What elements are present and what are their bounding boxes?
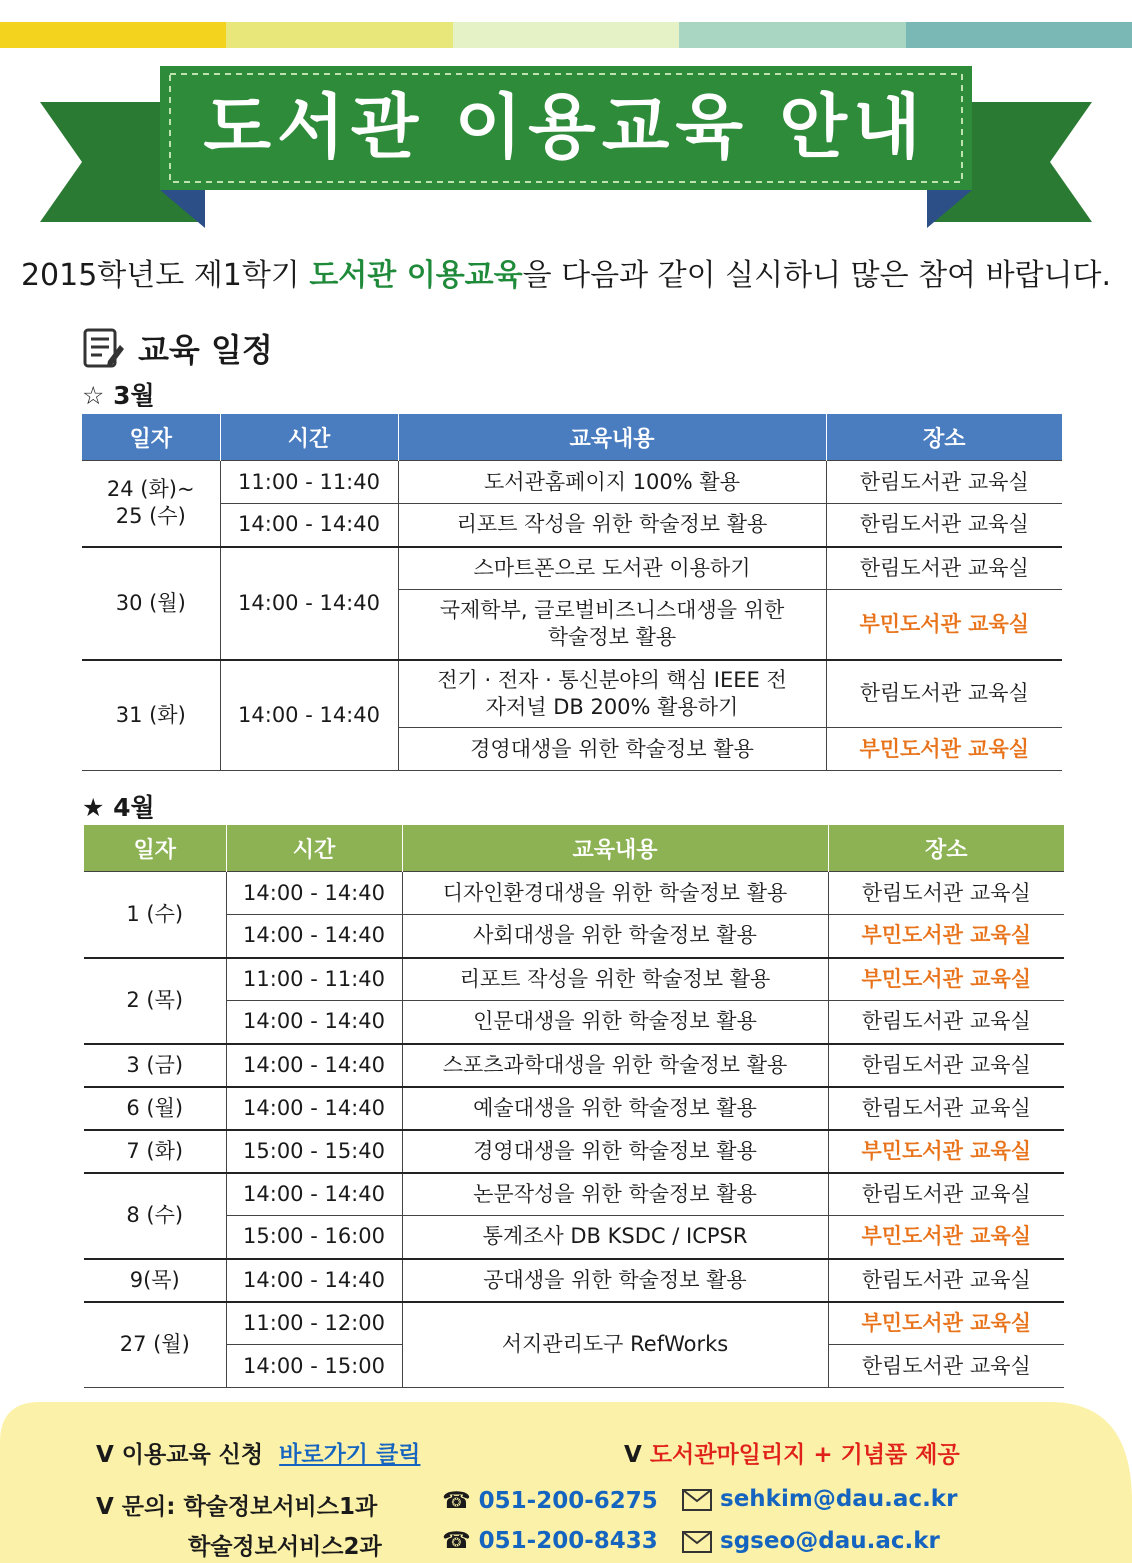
- cell-date: 8 (수): [84, 1173, 226, 1259]
- cell-time: 14:00 - 15:00: [226, 1345, 402, 1388]
- cell-location: 한림도서관 교육실: [828, 872, 1064, 915]
- top-color-bar: [0, 22, 1132, 48]
- table-row: [82, 660, 1062, 728]
- cell-content: 사회대생을 위한 학술정보 활용: [402, 915, 828, 958]
- apply-link[interactable]: 바로가기 클릭: [279, 1442, 421, 1468]
- top-bar-segment-4: [679, 22, 905, 48]
- cell-time: 14:00 - 14:40: [220, 547, 398, 660]
- top-bar-segment-2: [226, 22, 452, 48]
- top-bar-segment-3: [453, 22, 679, 48]
- phone-icon: ☎: [442, 1488, 471, 1514]
- cell-time: 11:00 - 12:00: [226, 1302, 402, 1345]
- cell-content: 경영대생을 위한 학술정보 활용: [398, 728, 826, 771]
- table-row: [82, 504, 1062, 547]
- phone1-number[interactable]: 051-200-6275: [478, 1488, 658, 1514]
- cell-location: 한림도서관 교육실: [828, 1259, 1064, 1302]
- header-location: 장소: [828, 825, 1064, 872]
- cell-content: 리포트 작성을 위한 학술정보 활용: [398, 504, 826, 547]
- intro-highlight: 도서관 이용교육: [309, 258, 523, 293]
- header-location: 장소: [826, 414, 1062, 461]
- cell-content: 도서관홈페이지 100% 활용: [398, 461, 826, 504]
- cell-time: 14:00 - 14:40: [226, 1259, 402, 1302]
- cell-content: 서지관리도구 RefWorks: [402, 1302, 828, 1388]
- reward-row: [624, 1436, 960, 1469]
- cell-content: 스마트폰으로 도서관 이용하기: [398, 547, 826, 590]
- cell-content: 디자인환경대생을 위한 학술정보 활용: [402, 872, 828, 915]
- april-header-row: [84, 825, 1064, 872]
- envelope-icon: [682, 1531, 712, 1553]
- phone-icon: ☎: [442, 1528, 471, 1554]
- cell-time: 11:00 - 11:40: [220, 461, 398, 504]
- top-bar-segment-1: [0, 22, 226, 48]
- reward-prefix: V: [624, 1442, 650, 1468]
- cell-date: 9(목): [84, 1259, 226, 1302]
- cell-content: 국제학부, 글로벌비즈니스대생을 위한 학술정보 활용: [398, 590, 826, 660]
- cell-content: 스포츠과학대생을 위한 학술정보 활용: [402, 1044, 828, 1087]
- phone2-number[interactable]: 051-200-8433: [478, 1528, 658, 1554]
- cell-date: 2 (목): [84, 958, 226, 1044]
- cell-content: 전기 · 전자 · 통신분야의 핵심 IEEE 전 자저널 DB 200% 활용하기: [398, 660, 826, 728]
- table-row: [84, 872, 1064, 915]
- inquiry-label: V 문의: 학술정보서비스1과: [96, 1494, 378, 1520]
- table-row: [82, 461, 1062, 504]
- april-label: ★ 4월: [82, 793, 155, 822]
- cell-time: 14:00 - 14:40: [226, 1044, 402, 1087]
- cell-time: 14:00 - 14:40: [226, 872, 402, 915]
- header-date: 일자: [82, 414, 220, 461]
- table-row: [84, 1087, 1064, 1130]
- cell-time: 14:00 - 14:40: [226, 1173, 402, 1216]
- header-time: 시간: [226, 825, 402, 872]
- banner-title: 도서관 이용교육 안내: [203, 86, 927, 168]
- cell-time: 14:00 - 14:40: [220, 504, 398, 547]
- cell-date: 30 (월): [82, 547, 220, 660]
- cell-time: 14:00 - 14:40: [220, 660, 398, 771]
- cell-location: 한림도서관 교육실: [826, 504, 1062, 547]
- cell-location: 부민도서관 교육실: [828, 915, 1064, 958]
- cell-content: 공대생을 위한 학술정보 활용: [402, 1259, 828, 1302]
- cell-location: 한림도서관 교육실: [828, 1345, 1064, 1388]
- cell-date: 27 (월): [84, 1302, 226, 1388]
- intro-suffix: 을 다음과 같이 실시하니 많은 참여 바랍니다.: [522, 258, 1112, 293]
- cell-time: 15:00 - 16:00: [226, 1216, 402, 1259]
- header-content: 교육내용: [398, 414, 826, 461]
- header-content: 교육내용: [402, 825, 828, 872]
- phone2-row: [442, 1528, 658, 1554]
- section-title-text: 교육 일정: [138, 331, 273, 369]
- email1-row: [682, 1486, 957, 1512]
- table-row: [84, 1173, 1064, 1216]
- cell-date: 1 (수): [84, 872, 226, 958]
- cell-location: 한림도서관 교육실: [828, 1173, 1064, 1216]
- cell-location: 부민도서관 교육실: [828, 1130, 1064, 1173]
- table-row: [84, 1001, 1064, 1044]
- section-title: [82, 326, 273, 370]
- cell-content: 논문작성을 위한 학술정보 활용: [402, 1173, 828, 1216]
- envelope-icon: [682, 1489, 712, 1511]
- footer-info-panel: [0, 1402, 1132, 1563]
- cell-content: 통계조사 DB KSDC / ICPSR: [402, 1216, 828, 1259]
- email2[interactable]: sgseo@dau.ac.kr: [720, 1528, 940, 1554]
- cell-content: 리포트 작성을 위한 학술정보 활용: [402, 958, 828, 1001]
- table-row: [84, 958, 1064, 1001]
- cell-time: 14:00 - 14:40: [226, 1001, 402, 1044]
- cell-content: 인문대생을 위한 학술정보 활용: [402, 1001, 828, 1044]
- cell-date: 3 (금): [84, 1044, 226, 1087]
- cell-location: 한림도서관 교육실: [828, 1087, 1064, 1130]
- header-time: 시간: [220, 414, 398, 461]
- april-schedule-table: [84, 825, 1064, 1388]
- cell-time: 14:00 - 14:40: [226, 915, 402, 958]
- schedule-list-icon: [82, 327, 124, 369]
- intro-prefix: 2015학년도 제1학기: [20, 258, 310, 293]
- march-label: ☆ 3월: [82, 381, 155, 410]
- table-row: [84, 1130, 1064, 1173]
- table-row: [82, 547, 1062, 590]
- cell-time: 11:00 - 11:40: [226, 958, 402, 1001]
- table-row: [84, 1044, 1064, 1087]
- cell-date: 24 (화)~ 25 (수): [82, 461, 220, 547]
- cell-location: 부민도서관 교육실: [828, 1216, 1064, 1259]
- top-bar-segment-5: [906, 22, 1132, 48]
- header-date: 일자: [84, 825, 226, 872]
- cell-content: 경영대생을 위한 학술정보 활용: [402, 1130, 828, 1173]
- cell-location: 부민도서관 교육실: [826, 728, 1062, 771]
- cell-location: 한림도서관 교육실: [828, 1001, 1064, 1044]
- cell-date: 31 (화): [82, 660, 220, 771]
- march-header-row: [82, 414, 1062, 461]
- cell-date: 6 (월): [84, 1087, 226, 1130]
- intro-sentence: [0, 256, 1132, 296]
- email1[interactable]: sehkim@dau.ac.kr: [720, 1486, 958, 1512]
- cell-location: 한림도서관 교육실: [826, 547, 1062, 590]
- cell-location: 부민도서관 교육실: [826, 590, 1062, 660]
- cell-location: 한림도서관 교육실: [828, 1044, 1064, 1087]
- cell-location: 한림도서관 교육실: [826, 461, 1062, 504]
- table-row: [84, 915, 1064, 958]
- cell-time: 14:00 - 14:40: [226, 1087, 402, 1130]
- table-row: [84, 1259, 1064, 1302]
- cell-time: 15:00 - 15:40: [226, 1130, 402, 1173]
- apply-row: [96, 1436, 420, 1469]
- cell-location: 한림도서관 교육실: [826, 660, 1062, 728]
- cell-date: 7 (화): [84, 1130, 226, 1173]
- apply-label: V 이용교육 신청: [96, 1442, 264, 1468]
- cell-location: 부민도서관 교육실: [828, 958, 1064, 1001]
- table-row: [84, 1302, 1064, 1345]
- dept2-label: 학술정보서비스2과: [188, 1534, 382, 1560]
- email2-row: [682, 1528, 940, 1554]
- phone1-row: [442, 1488, 658, 1514]
- table-row: [84, 1216, 1064, 1259]
- cell-location: 부민도서관 교육실: [828, 1302, 1064, 1345]
- march-schedule-table: [82, 414, 1062, 771]
- cell-content: 예술대생을 위한 학술정보 활용: [402, 1087, 828, 1130]
- reward-text: 도서관마일리지 + 기념품 제공: [649, 1442, 960, 1468]
